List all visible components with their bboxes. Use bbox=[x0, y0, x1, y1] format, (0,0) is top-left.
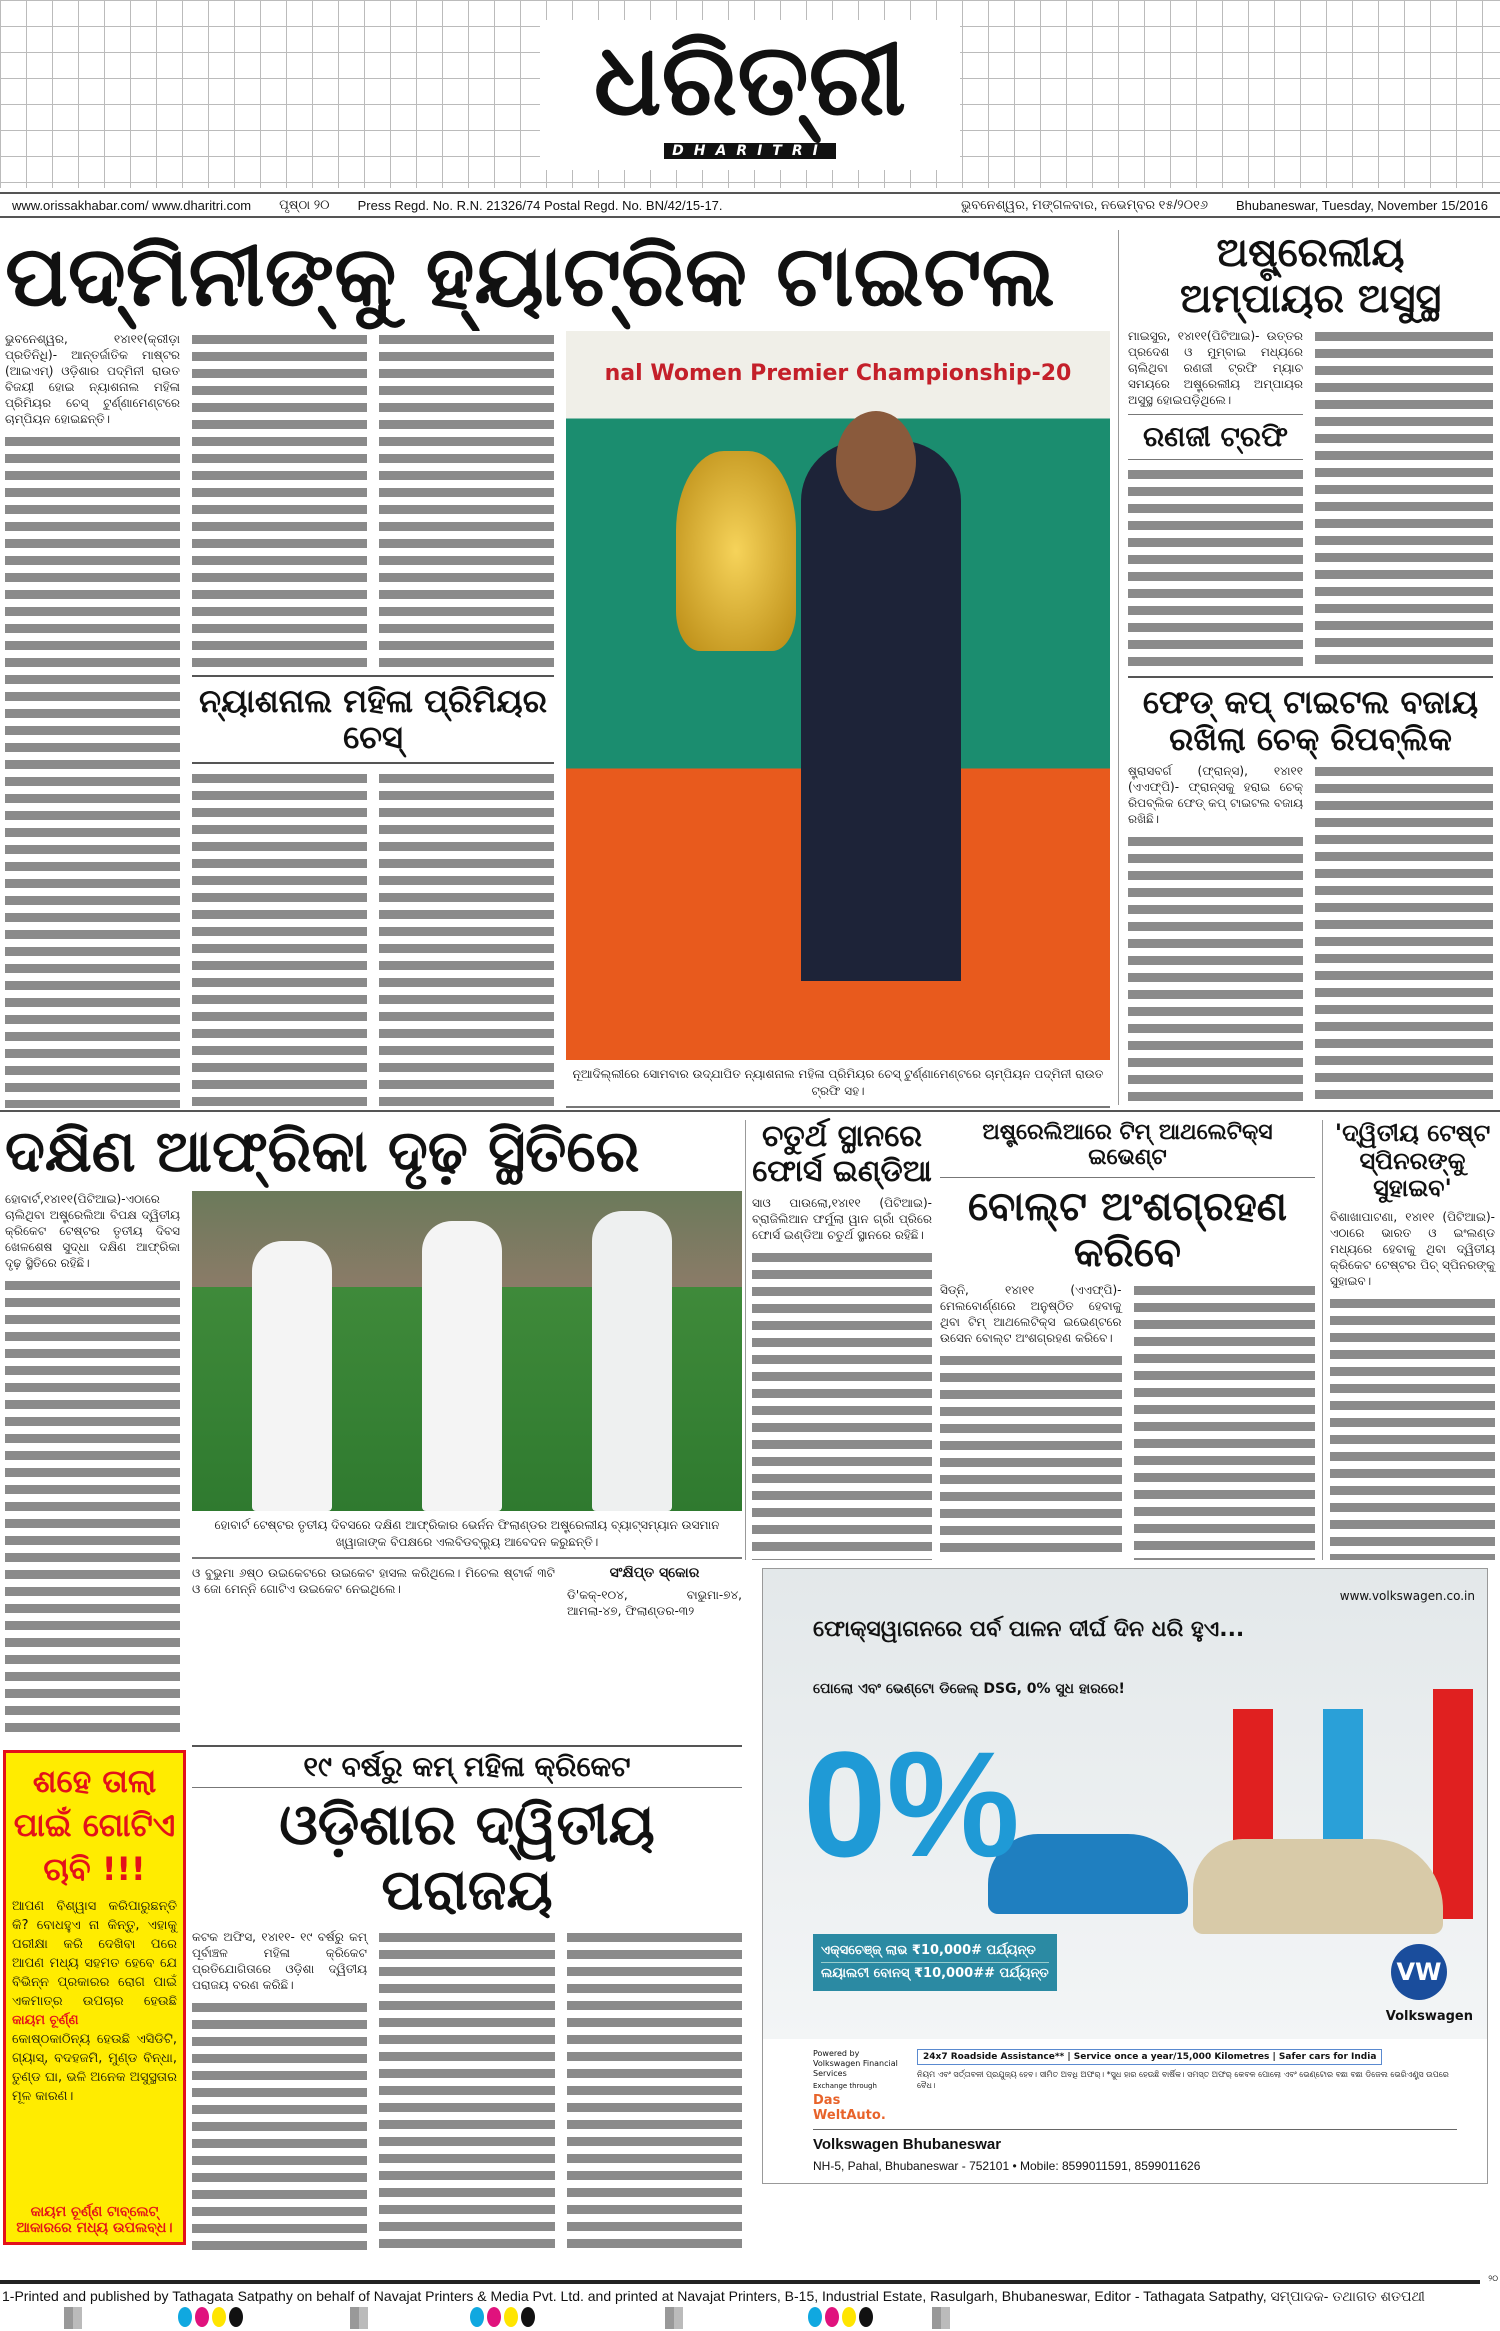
bolt-story bbox=[940, 1120, 1315, 1560]
player-figure-1 bbox=[252, 1241, 332, 1511]
sa-body bbox=[5, 1277, 180, 1738]
info-bar bbox=[0, 192, 1500, 218]
cricket-body3 bbox=[567, 1929, 743, 2250]
exchange-offer: ଏକ୍ସଚେଞ୍ଜ୍ ଲାଭ ₹10,000# ପର୍ଯ୍ୟନ୍ତ bbox=[821, 1940, 1049, 1963]
spinner-intro: ବିଶାଖାପାଟଣା, ୧୪ା୧୧ (ପିଟିଆଇ)- ଏଠାରେ ଭାରତ ଓ ଇଂଲଣ୍ଡ ମଧ୍ୟରେ ହେବାକୁ ଥିବା ଦ୍ୱିତୀୟ କ୍ରିକେଟ ଟେଷ୍ଟର ପିଚ୍ ସ୍ପିନରଙ୍କୁ ସୁହାଇବ। bbox=[1330, 1209, 1495, 1288]
lead-headline: ପଦ୍ମିନୀଙ୍କୁ ହ୍ୟାଟ୍ରିକ ଟାଇଟଲ bbox=[5, 227, 1055, 325]
bolt-headline: ବୋଲ୍ଟ ଅଂଶଗ୍ରହଣ କରିବେ bbox=[967, 1183, 1288, 1276]
score-title: ସଂକ୍ଷିପ୍ତ ସ୍କୋର bbox=[609, 1564, 700, 1581]
color-registration-dots bbox=[470, 2307, 538, 2331]
bolt-body2 bbox=[1134, 1282, 1316, 1560]
column-divider bbox=[745, 1120, 746, 1560]
registration-mark bbox=[350, 2307, 368, 2329]
date-odia: ଭୁବନେଶ୍ୱର, ମଙ୍ଗଳବାର, ନଭେମ୍ବର ୧୫/୨୦୧୬ bbox=[961, 197, 1209, 212]
lead-story bbox=[5, 228, 1110, 1108]
cricket-kicker: ୧୯ ବର୍ଷରୁ କମ୍ ମହିଳା କ୍ରିକେଟ bbox=[192, 1745, 742, 1788]
lead-body-col5 bbox=[379, 770, 554, 1108]
forceindia-body bbox=[752, 1249, 932, 1560]
das-weltauto-logo: Das WeltAuto. bbox=[813, 2093, 886, 2123]
offer-box bbox=[813, 1934, 1057, 1991]
bolt-body bbox=[940, 1352, 1122, 1560]
spinner-story bbox=[1330, 1120, 1495, 1560]
ad-url: www.volkswagen.co.in bbox=[1339, 1589, 1475, 1603]
trophy-graphic bbox=[676, 451, 796, 651]
vento-car bbox=[1193, 1839, 1443, 1934]
press-regd: Press Regd. No. R.N. 21326/74 Postal Regd. No. BN/42/15-17. bbox=[357, 197, 723, 213]
dharitri-logo bbox=[540, 20, 960, 170]
dealer-name: Volkswagen Bhubaneswar bbox=[813, 2136, 1002, 2153]
vw-brand: Volkswagen bbox=[1385, 2009, 1473, 2024]
section-divider bbox=[0, 1110, 1500, 1112]
batsman-figure bbox=[592, 1211, 672, 1511]
fedcup-headline: ଫେଡ୍ କପ୍ ଟାଇଟଲ ବଜାୟ ରଖିଲା ଚେକ୍ ରିପବ୍ଲିକ bbox=[1128, 676, 1493, 758]
right-column bbox=[1128, 230, 1493, 1105]
red-curtain-2 bbox=[1433, 1689, 1473, 1919]
scorecard: ଡି'କକ୍-୧୦୪, ବାଭୁମା-୭୪, ଆମଲା-୪୭, ଫିଲାଣ୍ଡର-୩୨ bbox=[567, 1587, 742, 1618]
umpire-headline: ଅଷ୍ଟ୍ରେଲୀୟ ଅମ୍ପାୟର ଅସୁସ୍ଥ bbox=[1180, 230, 1441, 322]
vw-finance: Powered by Volkswagen Financial Services bbox=[813, 2049, 898, 2078]
sa-photo bbox=[192, 1191, 742, 1511]
column-divider bbox=[1322, 1120, 1323, 1560]
lead-body-col1 bbox=[5, 433, 180, 1108]
lead-subhead: ନ୍ୟାଶନାଲ ମହିଳା ପ୍ରିମିୟର ଚେସ୍ bbox=[192, 675, 554, 765]
player-figure-2 bbox=[422, 1221, 502, 1511]
forceindia-intro: ସାଓ ପାଉଲୋ,୧୪ା୧୧ (ପିଟିଆଇ)- ବ୍ରାଜିଲିଆନ ଫର୍ମୁଲା ୱାନ ଗ୍ରାଁ ପ୍ରିରେ ଫୋର୍ସ ଇଣ୍ଡିଆ ଚତୁର୍ଥ ସ୍ଥାନରେ ରହିଛି। bbox=[752, 1196, 932, 1242]
fedcup-body bbox=[1128, 833, 1303, 1105]
umpire-body bbox=[1315, 328, 1493, 670]
vw-logo-icon: VW bbox=[1391, 1944, 1447, 2000]
ranji-body bbox=[1128, 466, 1303, 670]
registration-mark bbox=[64, 2307, 82, 2329]
sa-body2: ଓ ବୁଭୁମା ୬ଷ୍ଠ ଉଇକେଟରେ ଉଇକେଟ ହାସଲ କରିଥିଲେ। ମିଚେଲ ଷ୍ଟାର୍କ ୩ଟି ଓ ଜୋ ମେନ୍ନି ଗୋଟିଏ ଉଇକେଟ ନେଇଥିଲେ। bbox=[192, 1565, 555, 1596]
ad-subheadline: ପୋଲୋ ଏବଂ ଭେଣ୍ଟୋ ଡିଜେଲ୍ DSG, 0% ସୁଧ ହାରରେ! bbox=[813, 1681, 1125, 1697]
footer-page-number: ୨୦ bbox=[1488, 2274, 1498, 2283]
ad-body2: କୋଷ୍ଠକାଠିନ୍ୟ ହେଉଛି ଏସିଡିଟି, ଗ୍ୟାସ୍, ବଦହଜମି, ମୁଣ୍ଡ ବିନ୍ଧା, ତୁଣ୍ଡ ଘା, ଭଳି ଅନେକ ଅସୁସ୍ଥତାର ମୂଳ କାରଣ। bbox=[12, 2032, 177, 2104]
cricket-body2 bbox=[379, 1929, 555, 2250]
forceindia-story bbox=[752, 1120, 932, 1560]
lead-body-col4 bbox=[192, 770, 367, 1108]
fedcup-intro: ଷ୍ଟ୍ରାସବର୍ଗ (ଫ୍ରାନ୍ସ), ୧୪ା୧୧ (ଏଏଫ୍‌ପି)- ଫ୍ରାନ୍ସକୁ ହରାଇ ଚେକ୍ ରିପବ୍ଲିକ ଫେଡ୍ କପ୍ ଟାଇଟଲ ବଜାୟ ରଖିଛି। bbox=[1128, 764, 1303, 827]
cricket-intro: କଟକ ଅଫିସ, ୧୪ା୧୧- ୧୯ ବର୍ଷରୁ କମ୍ ପୂର୍ବାଞ୍ଚଳ ମହିଳା କ୍ରିକେଟ ପ୍ରତିଯୋଗିତାରେ ଓଡ଼ିଶା ଦ୍ୱିତୀୟ ପରାଜୟ ବରଣ କରିଛି। bbox=[192, 1929, 367, 1992]
cricket-story bbox=[192, 1745, 742, 2250]
player-figure bbox=[801, 441, 961, 981]
photo-banner-text: nal Women Premier Championship-20 bbox=[604, 360, 1072, 386]
loyalty-offer: ଲୟାଲଟୀ ବୋନସ୍ ₹10,000## ପର୍ଯ୍ୟନ୍ତ bbox=[821, 1966, 1049, 1981]
logo-latin: DHARITRI bbox=[664, 143, 836, 159]
page-number: ପୃଷ୍ଠା ୨୦ bbox=[279, 197, 330, 212]
cricket-body1 bbox=[192, 1999, 367, 2250]
color-registration-dots bbox=[178, 2307, 246, 2331]
registration-mark bbox=[665, 2307, 683, 2329]
footer-rule bbox=[0, 2280, 1480, 2284]
ad-visual bbox=[763, 1569, 1487, 2039]
lead-photo-caption: ନୂଆଦିଲ୍ଲୀରେ ସୋମବାର ଉଦ୍‌ଯାପିତ ନ୍ୟାଶନାଲ ମହିଳା ପ୍ରିମିୟର ଚେସ୍ ଟୁର୍ଣ୍ଣାମେଣ୍ଟରେ ଚାମ୍ପିୟନ ପଦ୍ମିନୀ ରାଉତ ଟ୍ରଫି ସହ। bbox=[566, 1066, 1110, 1108]
date: Bhubaneswar, Tuesday, November 15/2016 bbox=[1236, 197, 1488, 213]
volkswagen-ad bbox=[762, 1568, 1488, 2184]
ad-body: ଆପଣ ବିଶ୍ୱାସ କରିପାରୁଛନ୍ତି କି? ବୋଧହୁଏ ନା କିନ୍ତୁ, ଏହାକୁ ପରୀକ୍ଷା କରି ଦେଖିବା ପରେ ଆପଣ ମଧ୍ୟ ସହମତ ହେବେ ଯେ ବିଭିନ୍ନ ପ୍ରକାରର ରୋଗ ପାଇଁ ଏକମାତ୍ର ଉପଚାର ହେଉଛି bbox=[12, 1899, 177, 2009]
column-divider bbox=[1118, 230, 1119, 1105]
ad-title: ଶହେ ତାଲା ପାଇଁ ଗୋଟିଏ ଚାବି !!! bbox=[13, 1762, 176, 1888]
ad-terms: ନିୟମ ଏବଂ ସର୍ତ୍ତାବଳୀ ପ୍ରଯୁଜ୍ୟ ହେବ। ସୀମିତ ଅବଧି ଅଫର୍। *ସୁଧ ହାର ହେଉଛି ବାର୍ଷିକ। ସମସ୍ତ ଅଫର୍ କେବଳ ପୋଲୋ ଏବଂ ଭେଣ୍ଟୋର ବଛା ବଛା ଡିଜେଲ ଭେରିଏଣ୍ଟ୍ସ ଉପରେ ବୈଧ। bbox=[917, 2070, 1449, 2090]
player-face bbox=[836, 411, 916, 511]
lead-photo bbox=[566, 331, 1110, 1060]
ad-features: 24x7 Roadside Assistance** | Service once a year/15,000 Kilometres | Safer cars for India bbox=[917, 2049, 1382, 2065]
spinner-body bbox=[1330, 1295, 1495, 1560]
ad-headline: ଫୋକ୍ସୱାଗନରେ ପର୍ବ ପାଳନ ଦୀର୍ଘ ଦିନ ଧରି ହୁଏ... bbox=[813, 1617, 1245, 1642]
kayam-churna-ad bbox=[3, 1750, 186, 2245]
cricket-headline: ଓଡ଼ିଶାର ଦ୍ୱିତୀୟ ପରାଜୟ bbox=[279, 1793, 655, 1923]
bolt-intro: ସିଡ୍‌ନି, ୧୪ା୧୧ (ଏଏଫ୍‌ପି)- ମେଲବୋର୍ଣ୍ଣରେ ଅନୁଷ୍ଠିତ ହେବାକୁ ଥିବା ଟିମ୍ ଆଥଲେଟିକ୍ସ ଇଭେଣ୍ଟରେ ଉସେନ ବୋଲ୍ଟ ଅଂଶଗ୍ରହଣ କରିବେ। bbox=[940, 1282, 1122, 1345]
color-registration-dots bbox=[808, 2307, 876, 2331]
umpire-intro: ମାଇସୁର, ୧୪ା୧୧(ପିଟିଆଇ)- ଉତ୍ତର ପ୍ରଦେଶ ଓ ମୁମ୍ବାଇ ମଧ୍ୟରେ ଚାଲିଥିବା ରଣଜୀ ଟ୍ରଫି ମ୍ୟାଚ ସମୟରେ ଅଷ୍ଟ୍ରେଲୀୟ ଅମ୍ପାୟର ଅସୁସ୍ଥ ହୋଇପଡ଼ିଥିଲେ। bbox=[1128, 329, 1303, 407]
ranji-subhead: ରଣଜୀ ଟ୍ରଫି bbox=[1128, 414, 1303, 460]
bolt-kicker: ଅଷ୍ଟ୍ରେଲିଆରେ ଟିମ୍ ଆଥଲେଟିକ୍ସ ଇଭେଣ୍ଟ bbox=[940, 1120, 1315, 1178]
lead-body-col3 bbox=[379, 331, 554, 669]
printer-imprint: 1-Printed and published by Tathagata Satpathy on behalf of Navajat Printers & Media Pvt. Ltd. and printed at Navajat Printers, B-15, Industrial Estate, Rasulgarh, Bhubaneswar, Editor - Tathagata Satpathy, ସମ୍ପାଦକ- ତଥାଗତ ଶତପଥୀ bbox=[2, 2288, 1425, 2304]
website: www.orissakhabar.com/ www.dharitri.com bbox=[12, 197, 252, 213]
registration-mark bbox=[932, 2307, 950, 2329]
sa-story bbox=[5, 1118, 742, 1738]
sa-headline: ଦକ୍ଷିଣ ଆଫ୍ରିକା ଦୃଢ଼ ସ୍ଥିତିରେ bbox=[5, 1117, 640, 1185]
fedcup-body2 bbox=[1315, 763, 1493, 1105]
logo-text: ଧରିତ୍ରୀ bbox=[593, 21, 907, 138]
exchange-through: Exchange through bbox=[813, 2082, 877, 2090]
dealer-address: NH-5, Pahal, Bhubaneswar - 752101 • Mobile: 8599011591, 8599011626 bbox=[813, 2159, 1201, 2173]
zero-percent-graphic: 0% bbox=[803, 1720, 1020, 1888]
lead-intro: ଭୁବନେଶ୍ୱର, ୧୪ା୧୧(କ୍ରୀଡ଼ା ପ୍ରତିନିଧି)- ଆନ୍ତର୍ଜାତିକ ମାଷ୍ଟର (ଆଇଏମ୍) ଓଡ଼ିଶାର ପଦ୍ମିନୀ ରାଉତ ବିଜୟୀ ହୋଇ ନ୍ୟାଶନାଲ ମହିଳା ପ୍ରିମିୟର ଚେସ୍ ଟୁର୍ଣ୍ଣାମେଣ୍ଟରେ ଚାମ୍ପିୟନ ହୋଇଛନ୍ତି। bbox=[5, 331, 180, 426]
ad-footer: କାୟମ ଚୂର୍ଣ୍ଣ ଟାବ୍‌ଲେଟ୍ ଆକାରରେ ମଧ୍ୟ ଉପଲବ୍ଧ। bbox=[16, 2204, 173, 2236]
sa-photo-caption: ହୋବାର୍ଟ ଟେଷ୍ଟର ତୃତୀୟ ଦିବସରେ ଦକ୍ଷିଣ ଆଫ୍ରିକାର ଭେର୍ନନ ଫିଲାଣ୍ଡର ଅଷ୍ଟ୍ରେଲୀୟ ବ୍ୟାଟ୍ସମ୍ୟାନ ଉସମାନ ଖ୍ୱାଜାଙ୍କ ବିପକ୍ଷରେ ଏଲବିଡବ୍ଲ୍ୟୁ ଆବେଦନ କରୁଛନ୍ତି। bbox=[192, 1517, 742, 1559]
lead-body-col2 bbox=[192, 331, 367, 669]
forceindia-headline: ଚତୁର୍ଥ ସ୍ଥାନରେ ଫୋର୍ସ ଇଣ୍ଡିଆ bbox=[752, 1119, 932, 1189]
spinner-headline: 'ଦ୍ୱିତୀୟ ଟେଷ୍ଟ ସ୍ପିନରଙ୍କୁ ସୁହାଇବ' bbox=[1334, 1119, 1491, 1203]
ad-product: କାୟମ ଚୂର୍ଣ୍ଣ bbox=[12, 2013, 79, 2028]
ad-footer-panel bbox=[763, 2039, 1487, 2183]
sa-intro: ହୋବାର୍ଟ,୧୪ା୧୧(ପିଟିଆଇ)-ଏଠାରେ ଚାଲିଥିବା ଅଷ୍ଟ୍ରେଲିଆ ବିପକ୍ଷ ଦ୍ୱିତୀୟ କ୍ରିକେଟ ଟେଷ୍ଟର ତୃତୀୟ ଦିବସ ଖେଳଶେଷ ସୁଦ୍ଧା ଦକ୍ଷିଣ ଆଫ୍ରିକା ଦୃଢ଼ ସ୍ଥିତିରେ ରହିଛି। bbox=[5, 1191, 180, 1270]
